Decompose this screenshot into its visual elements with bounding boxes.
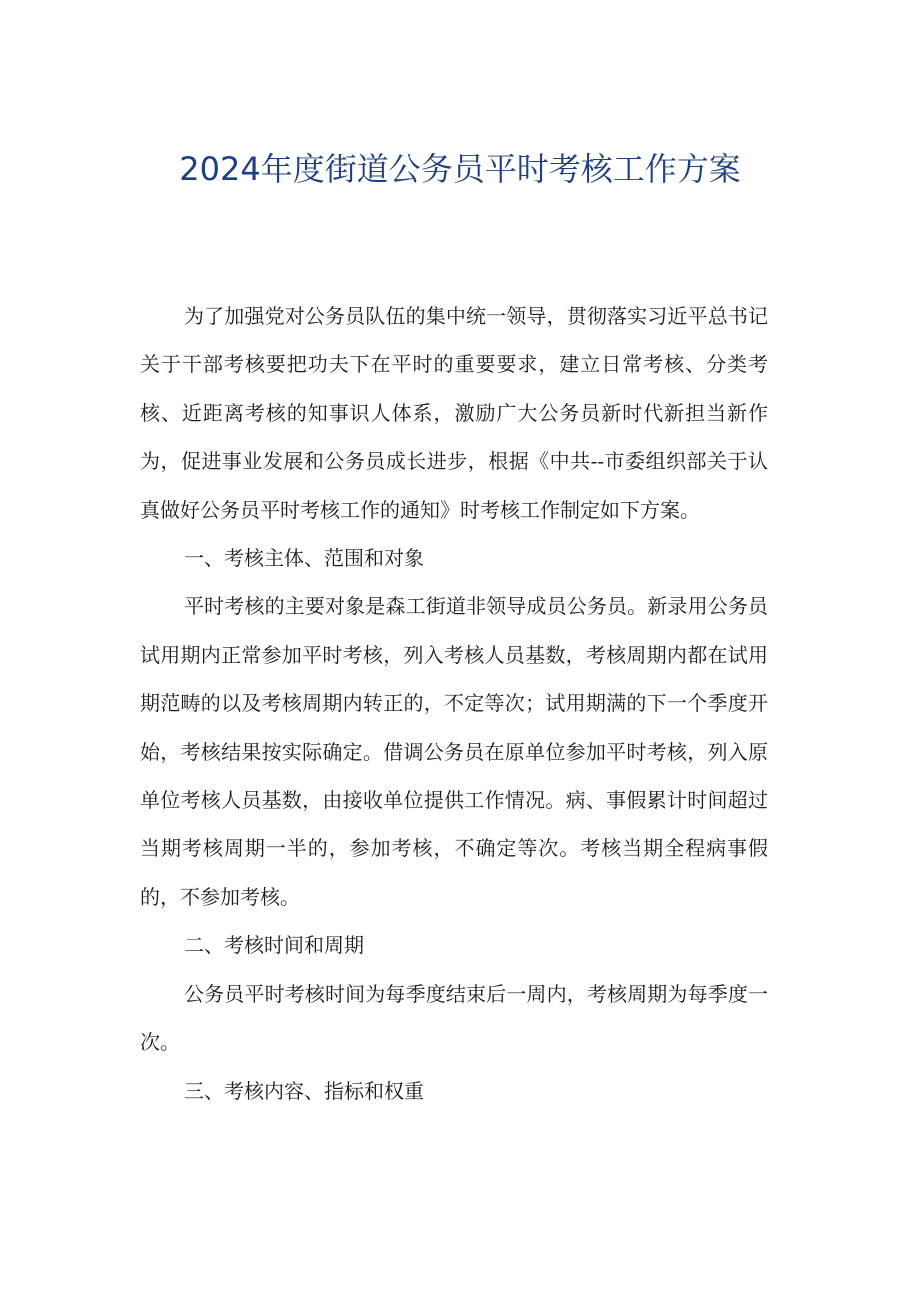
document-body xyxy=(140,292,768,1115)
section-heading-1: 一、考核主体、范围和对象 xyxy=(184,546,424,571)
section-heading-2: 二、考核时间和周期 xyxy=(184,933,364,958)
document-title: 2024年度街道公务员平时考核工作方案 xyxy=(179,150,741,188)
section-heading-3: 三、考核内容、指标和权重 xyxy=(184,1078,424,1103)
section-2-paragraph: 公务员平时考核时间为每季度结束后一周内，考核周期为每季度一次。 xyxy=(140,981,768,1055)
intro-paragraph: 为了加强党对公务员队伍的集中统一领导，贯彻落实习近平总书记关于干部考核要把功夫下在平时的重要要求，建立日常考核、分类考核、近距离考核的知事识人体系，激励广大公务员新时代新担当新作为，促进事业发展和公务员成长进步，根据《中共--市委组织部关于认真做好公务员平时考核工作的通知》时考核工作制定如下方案。 xyxy=(140,304,768,522)
section-1-paragraph: 平时考核的主要对象是森工街道非领导成员公务员。新录用公务员试用期内正常参加平时考核，列入考核人员基数，考核周期内都在试用期范畴的以及考核周期内转正的，不定等次；试用期满的下一个季度开始，考核结果按实际确定。借调公务员在原单位参加平时考核，列入原单位考核人员基数，由接收单位提供工作情况。病、事假累计时间超过当期考核周期一半的，参加考核，不确定等次。考核当期全程病事假的，不参加考核。 xyxy=(140,594,768,909)
